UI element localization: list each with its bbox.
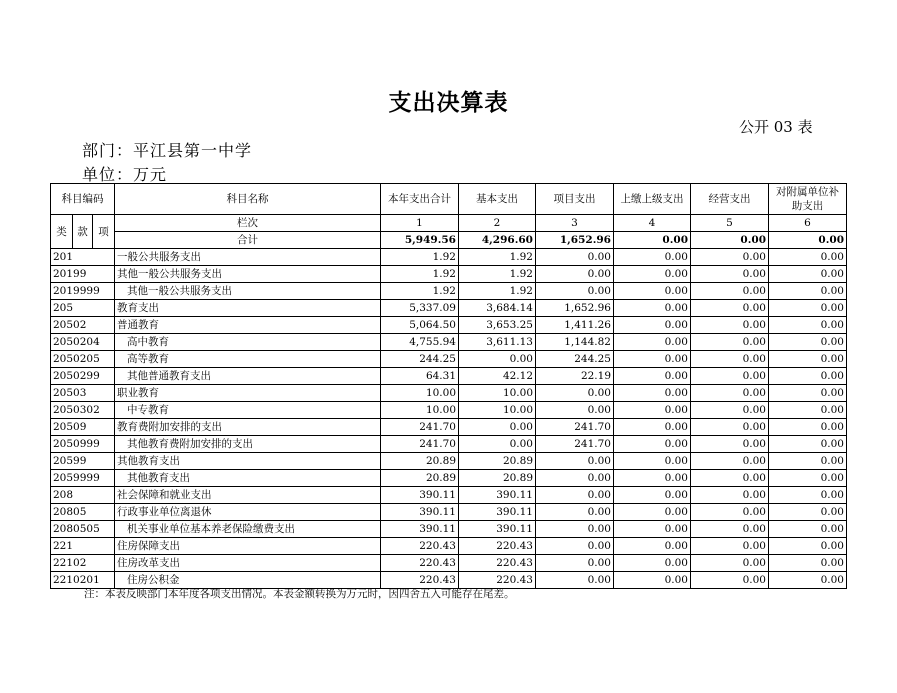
row-code: 20503: [51, 385, 115, 402]
row-value: 1.92: [381, 249, 459, 266]
row-value: 1,652.96: [536, 300, 614, 317]
row-value: 0.00: [536, 555, 614, 572]
table-row: [51, 266, 847, 283]
header-total: 本年支出合计: [381, 184, 459, 215]
row-code: 20805: [51, 504, 115, 521]
row-value: 0.00: [614, 504, 691, 521]
row-code: 20509: [51, 419, 115, 436]
row-value: 241.70: [381, 436, 459, 453]
row-value: 0.00: [691, 419, 769, 436]
row-name: 教育费附加安排的支出: [115, 419, 381, 436]
table-body: [51, 184, 847, 589]
row-value: 0.00: [769, 266, 847, 283]
row-name: 住房改革支出: [115, 555, 381, 572]
row-value: 0.00: [769, 317, 847, 334]
row-value: 0.00: [769, 555, 847, 572]
row-name: 机关事业单位基本养老保险缴费支出: [115, 521, 381, 538]
table-row: [51, 249, 847, 266]
row-value: 1.92: [459, 249, 536, 266]
table-row: [51, 402, 847, 419]
table-row: [51, 419, 847, 436]
row-value: 0.00: [614, 538, 691, 555]
row-name: 一般公共服务支出: [115, 249, 381, 266]
total-value: 0.00: [614, 232, 691, 249]
row-value: 0.00: [536, 487, 614, 504]
table-row: [51, 300, 847, 317]
row-value: 5,337.09: [381, 300, 459, 317]
row-value: 0.00: [614, 249, 691, 266]
row-value: 390.11: [459, 487, 536, 504]
row-value: 0.00: [614, 487, 691, 504]
row-value: 1.92: [459, 283, 536, 300]
row-name: 其他教育支出: [115, 453, 381, 470]
row-value: 220.43: [381, 572, 459, 589]
row-value: 0.00: [614, 555, 691, 572]
row-value: 0.00: [691, 521, 769, 538]
row-value: 0.00: [691, 266, 769, 283]
row-value: 3,684.14: [459, 300, 536, 317]
row-value: 10.00: [381, 385, 459, 402]
row-value: 10.00: [459, 385, 536, 402]
header-xiang: 项: [93, 215, 115, 249]
table-row: [51, 538, 847, 555]
row-name: 其他一般公共服务支出: [115, 283, 381, 300]
row-value: 0.00: [691, 317, 769, 334]
row-name: 其他普通教育支出: [115, 368, 381, 385]
row-value: 0.00: [614, 317, 691, 334]
row-code: 205: [51, 300, 115, 317]
table-row: [51, 555, 847, 572]
row-name: 住房公积金: [115, 572, 381, 589]
header-lei: 类: [51, 215, 73, 249]
row-value: 0.00: [614, 521, 691, 538]
row-value: 390.11: [381, 504, 459, 521]
row-code: 208: [51, 487, 115, 504]
row-value: 0.00: [614, 283, 691, 300]
row-value: 0.00: [691, 368, 769, 385]
table-row: [51, 453, 847, 470]
row-code: 22102: [51, 555, 115, 572]
row-value: 220.43: [381, 538, 459, 555]
row-value: 0.00: [536, 402, 614, 419]
row-value: 0.00: [614, 351, 691, 368]
row-value: 0.00: [691, 385, 769, 402]
table-row: [51, 487, 847, 504]
row-value: 0.00: [769, 283, 847, 300]
row-value: 0.00: [691, 555, 769, 572]
row-value: 390.11: [381, 487, 459, 504]
row-name: 中专教育: [115, 402, 381, 419]
row-value: 244.25: [536, 351, 614, 368]
row-value: 0.00: [459, 436, 536, 453]
table-row: [51, 368, 847, 385]
row-name: 高等教育: [115, 351, 381, 368]
row-value: 0.00: [769, 419, 847, 436]
row-name: 其他教育支出: [115, 470, 381, 487]
row-value: 0.00: [769, 521, 847, 538]
row-value: 0.00: [691, 249, 769, 266]
row-value: 0.00: [536, 453, 614, 470]
row-value: 220.43: [459, 538, 536, 555]
row-name: 其他一般公共服务支出: [115, 266, 381, 283]
table-row: [51, 283, 847, 300]
row-value: 20.89: [459, 470, 536, 487]
row-code: 20599: [51, 453, 115, 470]
header-row: [51, 184, 847, 215]
row-value: 0.00: [769, 572, 847, 589]
row-value: 0.00: [614, 419, 691, 436]
row-value: 0.00: [614, 385, 691, 402]
row-value: 0.00: [691, 351, 769, 368]
row-value: 4,755.94: [381, 334, 459, 351]
table-row: [51, 470, 847, 487]
row-value: 0.00: [614, 368, 691, 385]
unit-label: 单位：万元: [82, 165, 168, 184]
row-value: 0.00: [536, 572, 614, 589]
row-value: 0.00: [769, 487, 847, 504]
row-value: 0.00: [691, 334, 769, 351]
row-value: 0.00: [536, 266, 614, 283]
row-code: 2050204: [51, 334, 115, 351]
row-value: 0.00: [769, 334, 847, 351]
row-code: 221: [51, 538, 115, 555]
row-value: 390.11: [459, 521, 536, 538]
col-num: 5: [691, 215, 769, 232]
table-number: 公开 03 表: [739, 118, 813, 136]
row-code: 20502: [51, 317, 115, 334]
header-basic: 基本支出: [459, 184, 536, 215]
row-value: 0.00: [459, 351, 536, 368]
table-row: [51, 385, 847, 402]
column-number-row: [51, 215, 847, 232]
row-value: 20.89: [381, 453, 459, 470]
row-code: 2050302: [51, 402, 115, 419]
table-row: [51, 334, 847, 351]
row-value: 390.11: [459, 504, 536, 521]
row-value: 220.43: [459, 572, 536, 589]
col-num: 6: [769, 215, 847, 232]
footnote: 注：本表反映部门本年度各项支出情况。本表金额转换为万元时，因四舍五入可能存在尾差。: [84, 588, 515, 600]
total-value: 4,296.60: [459, 232, 536, 249]
row-value: 0.00: [769, 504, 847, 521]
row-value: 0.00: [536, 504, 614, 521]
row-value: 0.00: [691, 453, 769, 470]
row-value: 0.00: [614, 453, 691, 470]
table-row: [51, 504, 847, 521]
row-value: 390.11: [381, 521, 459, 538]
table-row: [51, 436, 847, 453]
header-code: 科目编码: [51, 184, 115, 215]
header-name: 科目名称: [115, 184, 381, 215]
header-upper: 上缴上级支出: [614, 184, 691, 215]
row-value: 0.00: [536, 521, 614, 538]
total-value: 0.00: [769, 232, 847, 249]
row-value: 0.00: [691, 538, 769, 555]
expenditure-table: [50, 183, 847, 589]
header-project: 项目支出: [536, 184, 614, 215]
row-value: 0.00: [614, 334, 691, 351]
row-name: 其他教育费附加安排的支出: [115, 436, 381, 453]
row-value: 0.00: [691, 402, 769, 419]
row-value: 64.31: [381, 368, 459, 385]
row-code: 2050205: [51, 351, 115, 368]
row-value: 1.92: [381, 266, 459, 283]
col-num: 3: [536, 215, 614, 232]
row-name: 职业教育: [115, 385, 381, 402]
row-name: 社会保障和就业支出: [115, 487, 381, 504]
row-value: 0.00: [459, 419, 536, 436]
row-value: 0.00: [769, 249, 847, 266]
row-value: 220.43: [381, 555, 459, 572]
row-value: 244.25: [381, 351, 459, 368]
total-row: [51, 232, 847, 249]
row-value: 3,653.25: [459, 317, 536, 334]
row-value: 0.00: [769, 453, 847, 470]
row-value: 0.00: [614, 402, 691, 419]
row-code: 2019999: [51, 283, 115, 300]
row-value: 0.00: [691, 300, 769, 317]
row-value: 22.19: [536, 368, 614, 385]
row-value: 0.00: [769, 368, 847, 385]
row-value: 0.00: [614, 572, 691, 589]
row-value: 1.92: [381, 283, 459, 300]
row-value: 0.00: [614, 266, 691, 283]
col-num: 2: [459, 215, 536, 232]
row-value: 0.00: [536, 538, 614, 555]
department-label: 部门：平江县第一中学: [82, 141, 253, 160]
row-value: 220.43: [459, 555, 536, 572]
row-value: 0.00: [691, 470, 769, 487]
row-code: 2050299: [51, 368, 115, 385]
row-value: 1,144.82: [536, 334, 614, 351]
row-code: 2059999: [51, 470, 115, 487]
row-value: 10.00: [381, 402, 459, 419]
row-code: 2080505: [51, 521, 115, 538]
header-heji: 合计: [115, 232, 381, 249]
row-value: 0.00: [691, 504, 769, 521]
row-value: 0.00: [536, 470, 614, 487]
total-value: 1,652.96: [536, 232, 614, 249]
row-value: 0.00: [614, 470, 691, 487]
row-value: 0.00: [769, 300, 847, 317]
row-value: 0.00: [769, 351, 847, 368]
row-value: 20.89: [459, 453, 536, 470]
table-row: [51, 317, 847, 334]
row-value: 0.00: [614, 300, 691, 317]
row-value: 3,611.13: [459, 334, 536, 351]
row-value: 5,064.50: [381, 317, 459, 334]
row-code: 201: [51, 249, 115, 266]
header-business: 经营支出: [691, 184, 769, 215]
row-name: 普通教育: [115, 317, 381, 334]
row-code: 2050999: [51, 436, 115, 453]
row-value: 0.00: [536, 249, 614, 266]
row-value: 0.00: [536, 385, 614, 402]
row-value: 0.00: [614, 436, 691, 453]
row-name: 高中教育: [115, 334, 381, 351]
row-value: 0.00: [691, 487, 769, 504]
row-value: 0.00: [769, 538, 847, 555]
row-name: 行政事业单位离退休: [115, 504, 381, 521]
total-value: 0.00: [691, 232, 769, 249]
row-value: 1,411.26: [536, 317, 614, 334]
table-row: [51, 521, 847, 538]
row-name: 住房保障支出: [115, 538, 381, 555]
header-kuan: 款: [73, 215, 93, 249]
row-value: 241.70: [536, 419, 614, 436]
row-value: 0.00: [536, 283, 614, 300]
row-value: 0.00: [691, 283, 769, 300]
row-code: 2210201: [51, 572, 115, 589]
table-row: [51, 351, 847, 368]
row-code: 20199: [51, 266, 115, 283]
row-value: 42.12: [459, 368, 536, 385]
row-value: 241.70: [536, 436, 614, 453]
page-title: 支出决算表: [388, 89, 509, 116]
row-value: 20.89: [381, 470, 459, 487]
row-value: 0.00: [691, 572, 769, 589]
row-value: 0.00: [691, 436, 769, 453]
header-subsidy: 对附属单位补助支出: [769, 184, 847, 215]
row-value: 0.00: [769, 436, 847, 453]
row-value: 0.00: [769, 385, 847, 402]
row-value: 0.00: [769, 402, 847, 419]
row-value: 241.70: [381, 419, 459, 436]
row-value: 10.00: [459, 402, 536, 419]
header-lanci: 栏次: [115, 215, 381, 232]
row-value: 0.00: [769, 470, 847, 487]
col-num: 1: [381, 215, 459, 232]
row-name: 教育支出: [115, 300, 381, 317]
col-num: 4: [614, 215, 691, 232]
row-value: 1.92: [459, 266, 536, 283]
total-value: 5,949.56: [381, 232, 459, 249]
